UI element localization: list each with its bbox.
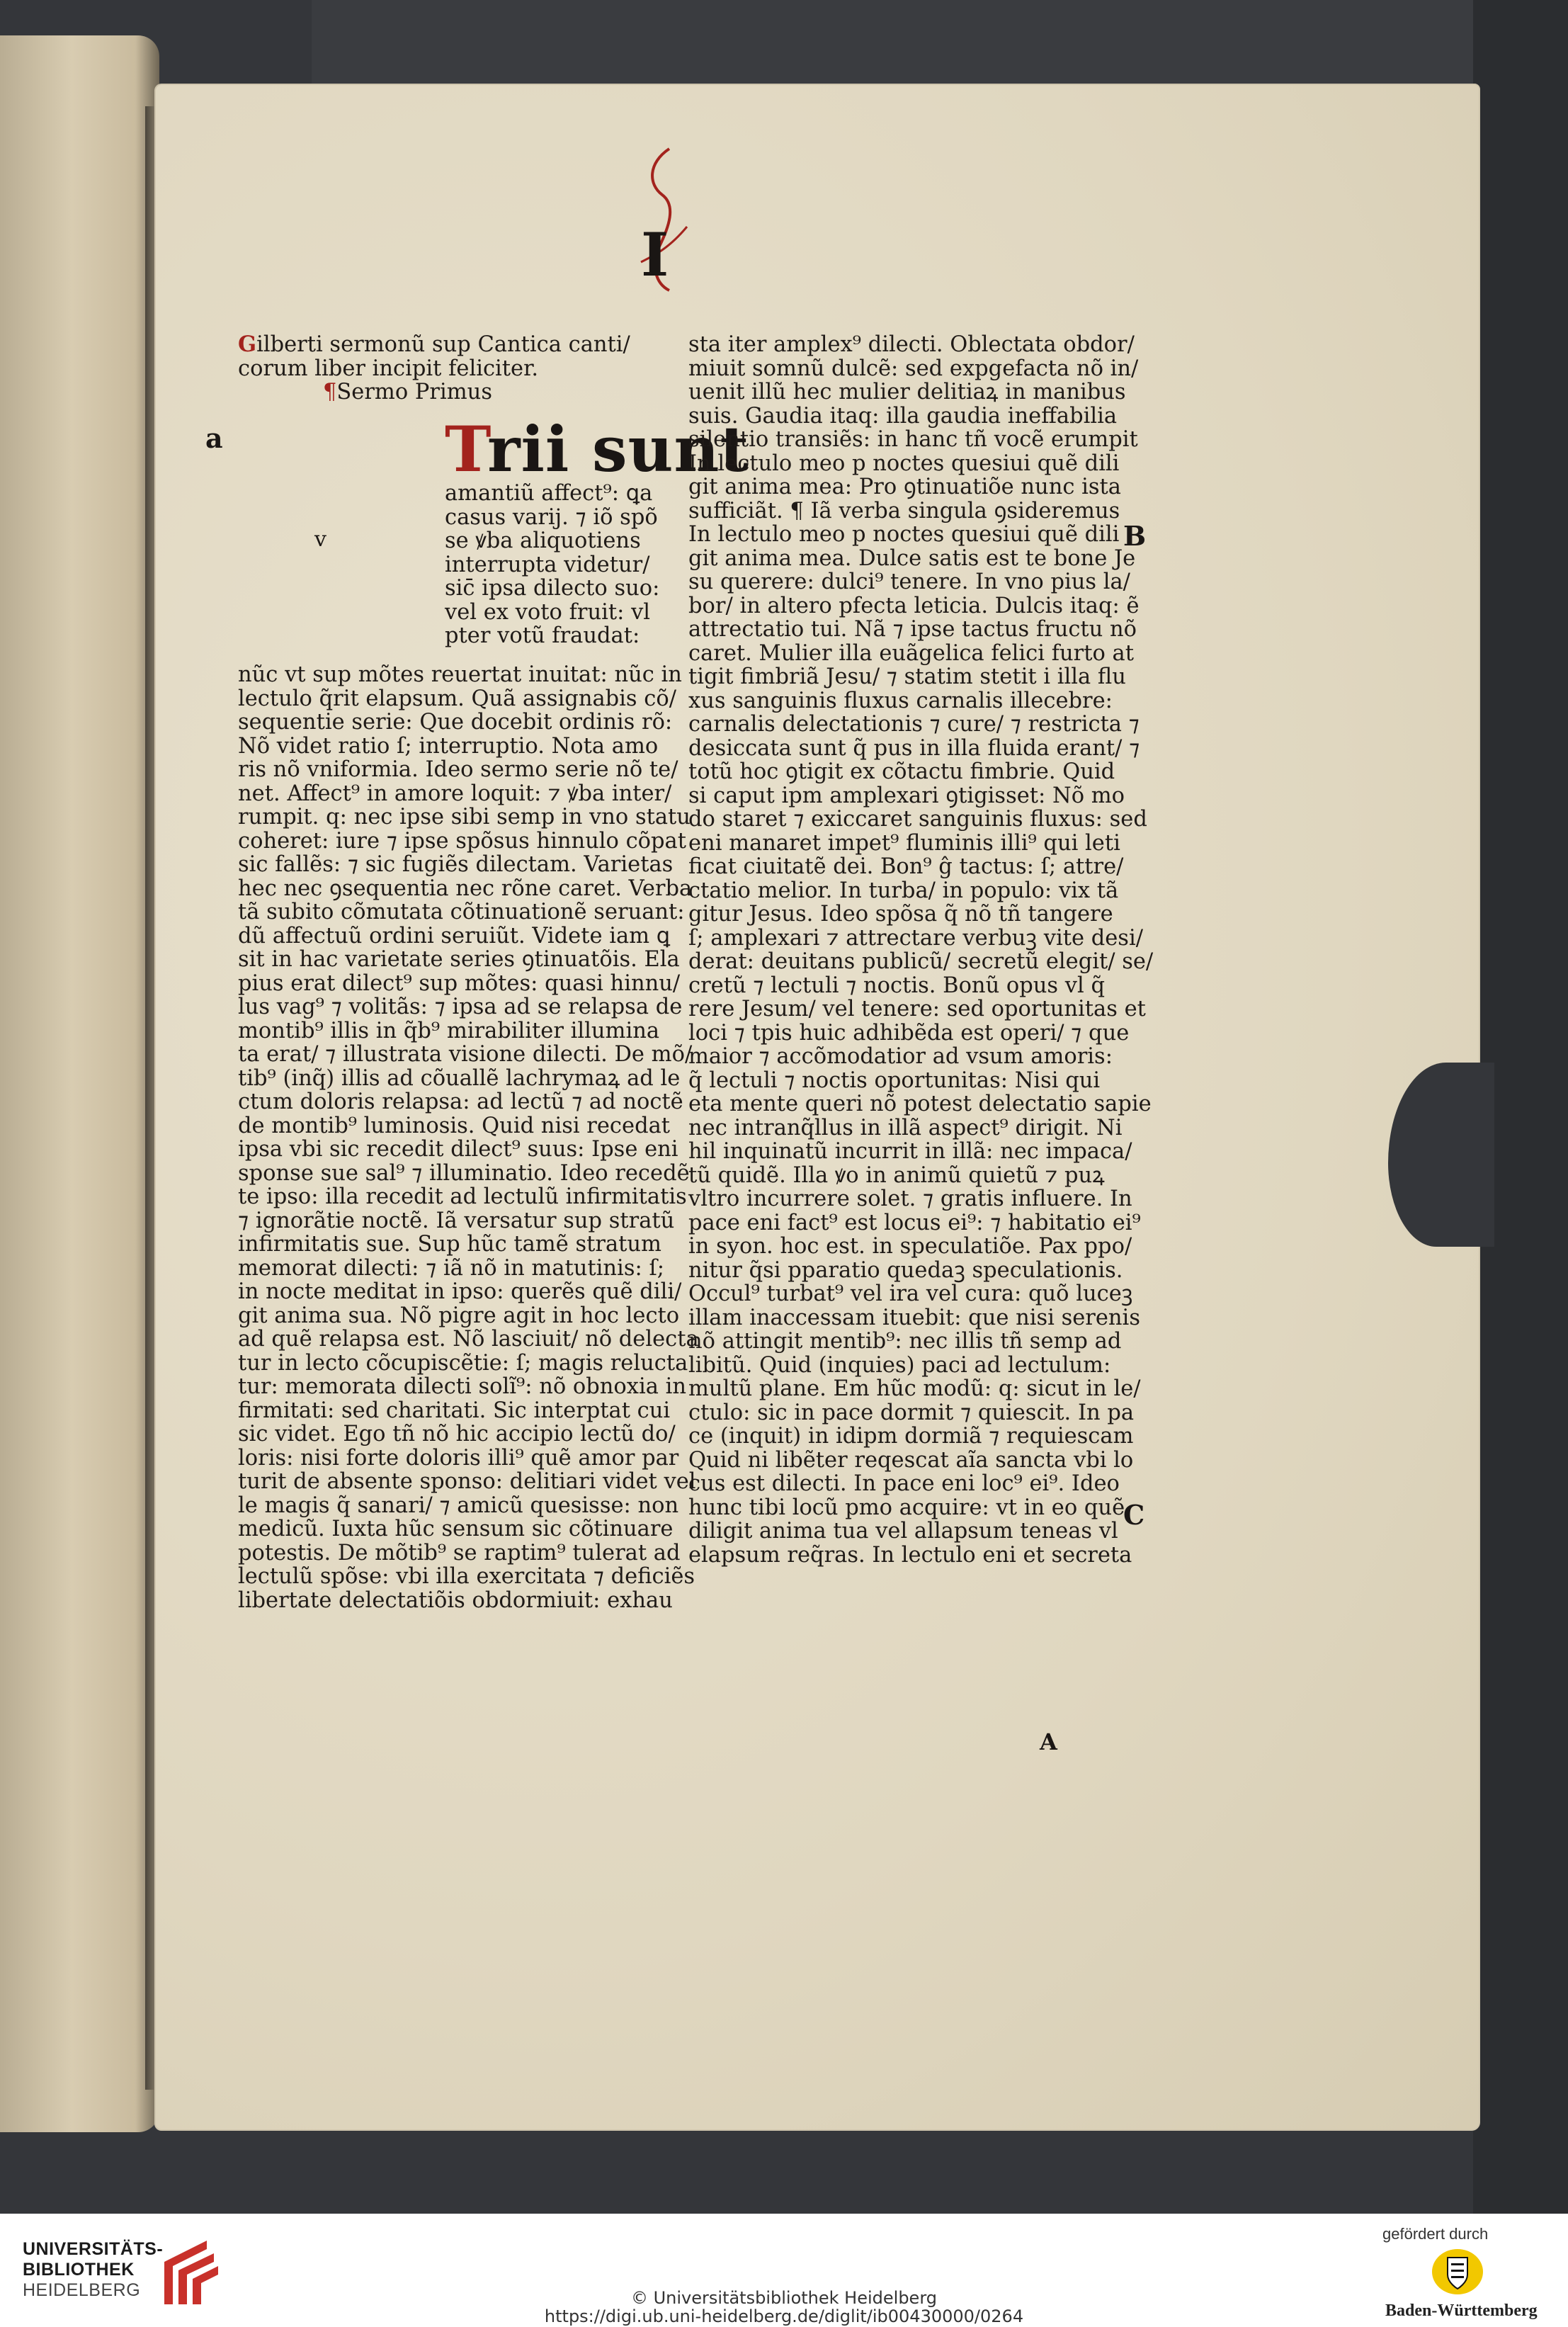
text-line: lectulũ spõse: vbi illa exercitata ⁊ deficiẽs — [238, 1564, 695, 1589]
text-line: multũ plane. Em hũc modũ: q: sicut in le/ — [688, 1376, 1141, 1401]
text-line: totũ hoc ꝯtigit ex cõtactu fimbrie. Quid — [688, 759, 1115, 784]
text-line: q̃ lectuli ⁊ noctis oportunitas: Nisi qui — [688, 1068, 1101, 1093]
text-line: sequentie serie: Que docebit ordinis rõ: — [238, 710, 673, 735]
text-line: cretũ ⁊ lectuli ⁊ noctis. Bonũ opus vl q̃ — [688, 973, 1105, 998]
decorated-initial: T — [445, 412, 488, 486]
sponsor-label: gefördert durch — [1382, 2225, 1489, 2243]
copyright-block — [0, 2289, 1568, 2326]
text-line: do staret ⁊ exiccaret sanguinis fluxus: sed — [688, 807, 1147, 832]
text-line: caret. Mulier illa euãgelica felici furto at — [688, 640, 1134, 666]
text-line: loris: nisi forte doloris illi⁹ quẽ amor par — [238, 1445, 679, 1471]
text-line: sufficiãt. ¶ Iã verba singula ꝯsideremus — [688, 498, 1120, 523]
text-line: in nocte meditat in ipso: querẽs quẽ dili/ — [238, 1279, 682, 1304]
text-line: tigit fimbriã Jesu/ ⁊ statim stetit i illa flu — [688, 664, 1126, 689]
text-line: ⁊ ignorãtie noctẽ. Iã versatur sup stratũ — [238, 1208, 675, 1233]
text-line: turit de absente sponso: delitiari videt vel — [238, 1469, 696, 1494]
right-column-body — [688, 332, 1154, 1568]
text-line: sic fallẽs: ⁊ sic fugiẽs dilectam. Varietas — [238, 852, 674, 877]
text-line: derat: deuitans publicũ/ secretũ elegit/ se/ — [688, 949, 1154, 974]
text-line: cus est dilecti. In pace eni loc⁹ ei⁹. Ideo — [688, 1471, 1120, 1496]
copyright-text: © Universitätsbibliothek Heidelberg — [630, 2288, 937, 2308]
text-line: in syon. hoc est. in speculatiõe. Pax ppo/ — [688, 1234, 1132, 1259]
text-line: eta mente queri nõ potest delectatio sapie — [688, 1092, 1152, 1116]
text-line: lectulo q̃rit elapsum. Quã assignabis cõ/ — [238, 686, 676, 711]
sermon-heading: ¶Sermo Primus — [323, 380, 492, 404]
text-line: rumpit. q: nec ipse sibi semp in vno statu — [238, 805, 691, 830]
text-line: carnalis delectationis ⁊ cure/ ⁊ restricta ⁊ — [688, 712, 1140, 737]
margin-letter-a: a — [205, 422, 223, 454]
text-line: tã subito cõmutata cõtinuationẽ seruant: — [238, 900, 685, 924]
text-line: miuit somnũ dulcẽ: sed expgefacta nõ in/ — [688, 356, 1139, 381]
text-line: casus varij. ⁊ iõ spõ — [445, 504, 658, 530]
text-line: ris nõ vniformia. Ideo sermo serie nõ te/ — [238, 757, 678, 782]
paragraph-mark: ¶ — [323, 380, 337, 404]
text-line: Nõ videt ratio ſ; interruptio. Nota amo — [238, 733, 659, 759]
text-line: medicũ. Iuxta hũc sensum sic cõtinuare — [238, 1517, 674, 1541]
facing-page-edge — [0, 35, 159, 2132]
library-name-line: BIBLIOTHEK — [23, 2260, 135, 2280]
text-line: Quid ni libẽter reqescat aĩa sancta vbi lo — [688, 1447, 1134, 1473]
text-line: tur in lecto cõcupiscẽtie: ſ; magis relucta — [238, 1350, 688, 1376]
margin-letter-c: C — [1123, 1499, 1145, 1531]
state-coat-of-arms-icon[interactable] — [1431, 2248, 1484, 2296]
text-line: attrectatio tui. Nã ⁊ ipse tactus fructu nõ — [688, 617, 1137, 642]
text-line: ce (inquit) in idipm dormiã ⁊ requiescam — [688, 1424, 1134, 1449]
text-line: rere Jesum/ vel tenere: sed oportunitas et — [688, 997, 1146, 1021]
text-line: pius erat dilect⁹ sup mõtes: quasi hinnu/ — [238, 970, 681, 996]
library-name-line: HEIDELBERG — [23, 2280, 141, 2300]
left-column-header — [238, 333, 656, 404]
text-line: loci ⁊ tpis huic adhibẽda est operi/ ⁊ que — [688, 1020, 1130, 1046]
indented-text-block — [445, 482, 659, 648]
text-line: maior ⁊ accõmodatior ad vsum amoris: — [688, 1044, 1113, 1069]
permalink-url[interactable]: https://digi.ub.uni-heidelberg.de/diglit/ib00430000/0264 — [544, 2306, 1024, 2326]
work-title-text: ilberti sermonũ sup Cantica canti/ — [256, 332, 630, 357]
text-line: hil inquinatũ incurrit in illã: nec impaca/ — [688, 1139, 1132, 1164]
text-line: sic videt. Ego tñ nõ hic accipio lectũ do/ — [238, 1422, 676, 1446]
text-line: nec intranq̃llus in illã aspect⁹ dirigit. Ni — [688, 1115, 1123, 1140]
text-line: ipsa vbi sic recedit dilect⁹ suus: Ipse eni — [238, 1137, 678, 1162]
text-line: hunc tibi locũ pmo acquire: vt in eo quẽ — [688, 1495, 1125, 1520]
text-line: nõ attingit mentib⁹: nec illis tñ semp ad — [688, 1329, 1122, 1354]
text-line: vltro incurrere solet. ⁊ gratis influere. In — [688, 1187, 1132, 1211]
text-line: ad quẽ relapsa est. Nõ lasciuit/ nõ delecta — [238, 1327, 699, 1352]
text-line: ctum doloris relapsa: ad lectũ ⁊ ad noctẽ — [238, 1089, 683, 1114]
text-line: su querere: dulci⁹ tenere. In vno pius la/ — [688, 570, 1130, 594]
text-line: interrupta videtur/ — [445, 552, 650, 577]
folio-number: I — [641, 220, 669, 290]
text-line: git anima mea: Pro ꝯtinuatiõe nunc ista — [688, 475, 1121, 499]
text-line: dũ affectuũ ordini seruiũt. Videte iam ꝗ — [238, 923, 671, 949]
text-line: silentio transiẽs: in hanc tñ vocẽ erumpit — [688, 427, 1138, 452]
text-line: ficat ciuitatẽ dei. Bon⁹ ĝ tactus: ſ; attre/ — [688, 854, 1124, 879]
margin-letter-v: v — [314, 527, 326, 552]
text-line: amantiũ affect⁹: ꝗa — [445, 481, 653, 506]
text-line: ctatio melior. In turba/ in populo: vix tã — [688, 878, 1119, 903]
text-line: te ipso: illa recedit ad lectulũ infirmitatis — [238, 1184, 687, 1209]
text-line: firmitati: sed charitati. Sic interptat cui — [238, 1398, 671, 1423]
margin-letter-b: B — [1123, 520, 1147, 552]
text-line: libertate delectatiõis obdormiuit: exhau — [238, 1587, 673, 1613]
viewer-footer — [0, 2214, 1568, 2327]
background-cloth — [312, 0, 1568, 85]
text-line: memorat dilecti: ⁊ iã nõ in matutinis: ſ; — [238, 1255, 665, 1281]
text-line: sta iter amplex⁹ dilecti. Oblectata obdor/ — [688, 332, 1135, 357]
work-title-line-2: corum liber incipit feliciter. — [238, 356, 539, 381]
text-line: ta erat/ ⁊ illustrata visione dilecti. De mõ/ — [238, 1042, 693, 1067]
text-line: tur: memorata dilecti solĩ⁹: nõ obnoxia in — [238, 1374, 687, 1399]
text-line: sic̄ ipsa dilecto suo: — [445, 576, 660, 601]
text-line: xus sanguinis fluxus carnalis illecebre: — [688, 688, 1113, 713]
incipit-text: rii sunt — [487, 412, 750, 486]
text-line: In lectulo meo p noctes quesiui quẽ dili — [688, 451, 1120, 476]
library-name-line: UNIVERSITÄTS- — [23, 2239, 164, 2259]
text-line: hec nec ꝯsequentia nec rõne caret. Verba — [238, 876, 693, 901]
text-line: illam inaccessam ituebit: que nisi serenis — [688, 1305, 1140, 1330]
text-line: ſ; amplexari ⁊ attrectare verbuꝫ vite desi/ — [688, 925, 1143, 951]
text-line: lus vag⁹ ⁊ volitãs: ⁊ ipsa ad se relapsa de — [238, 995, 683, 1019]
text-line: infirmitatis sue. Sup hũc tamẽ stratum — [238, 1232, 661, 1257]
text-line: suis. Gaudia itaq: illa gaudia ineffabilia — [688, 403, 1118, 429]
text-line: de montib⁹ luminosis. Quid nisi recedat — [238, 1113, 671, 1138]
text-line: potestis. De mõtib⁹ se raptim⁹ tulerat ad — [238, 1540, 681, 1566]
text-line: diligit anima tua vel allapsum teneas vl — [688, 1519, 1118, 1544]
left-column-body — [238, 663, 699, 1612]
text-line: nũc vt sup mõtes reuertat inuitat: nũc in — [238, 662, 682, 687]
rubric-initial-g: G — [238, 332, 257, 357]
text-line: si caput ipm amplexari ꝯtigisset: Nõ mo — [688, 783, 1125, 808]
text-line: tib⁹ (inq̃) illis ad cõuallẽ lachrymaꝝ ad le — [238, 1065, 681, 1091]
text-line: montib⁹ illis in q̃b⁹ mirabiliter illumina — [238, 1018, 660, 1043]
text-line: le magis q̃ sanari/ ⁊ amicũ quesisse: non — [238, 1493, 679, 1518]
sponsor-name: Baden-Württemberg — [1385, 2301, 1538, 2320]
text-line: eni manaret impet⁹ fluminis illi⁹ qui leti — [688, 830, 1120, 856]
text-line: sit in hac varietate series ꝯtinuatõis. Ela — [238, 947, 680, 972]
text-line: In lectulo meo p noctes quesiui quẽ dili — [688, 522, 1120, 547]
text-line: elapsum req̃ras. In lectulo eni et secreta — [688, 1542, 1132, 1568]
text-line: pter votũ fraudat: — [445, 623, 640, 648]
text-line: pace eni fact⁹ est locus ei⁹: ⁊ habitatio ei⁹ — [688, 1210, 1141, 1235]
work-title-line-1 — [238, 333, 656, 357]
text-line: nitur q̃si pparatio quedaꝫ speculationis. — [688, 1257, 1123, 1283]
text-line: net. Affect⁹ in amore loquit: ⁊ ꝟba inter/ — [238, 781, 672, 806]
text-line: ctulo: sic in pace dormit ⁊ quiescit. In pa — [688, 1400, 1135, 1425]
text-line: sponse sue sal⁹ ⁊ illuminatio. Ideo recedẽ — [238, 1160, 690, 1186]
text-line: vel ex voto fruit: vl — [445, 599, 651, 625]
text-line: gitur Jesus. Ideo spõsa q̃ nõ tñ tangere — [688, 902, 1113, 927]
text-line: desiccata sunt q̃ pus in illa fluida erant/ ⁊ — [688, 735, 1140, 761]
text-line: tũ quidẽ. Illa ꝟo in animũ quietũ ⁊ puꝝ — [688, 1162, 1105, 1188]
text-line: bor/ in altero pfecta leticia. Dulcis itaq: ẽ — [688, 593, 1140, 618]
text-line: Occul⁹ turbat⁹ vel ira vel cura: quõ luceꝫ — [688, 1281, 1133, 1306]
text-line: coheret: iure ⁊ ipse spõsus hinnulo cõpat — [238, 828, 686, 854]
text-line: git anima mea. Dulce satis est te bone Je — [688, 545, 1136, 571]
text-line: git anima sua. Nõ pigre agit in hoc lecto — [238, 1303, 680, 1328]
text-line: se ꝟba aliquotiens — [445, 528, 641, 553]
catchword: A — [1040, 1728, 1057, 1755]
text-line: libitũ. Quid (inquies) paci ad lectulum: — [688, 1352, 1111, 1378]
text-line: uenit illũ hec mulier delitiaꝝ in manibus — [688, 380, 1126, 404]
